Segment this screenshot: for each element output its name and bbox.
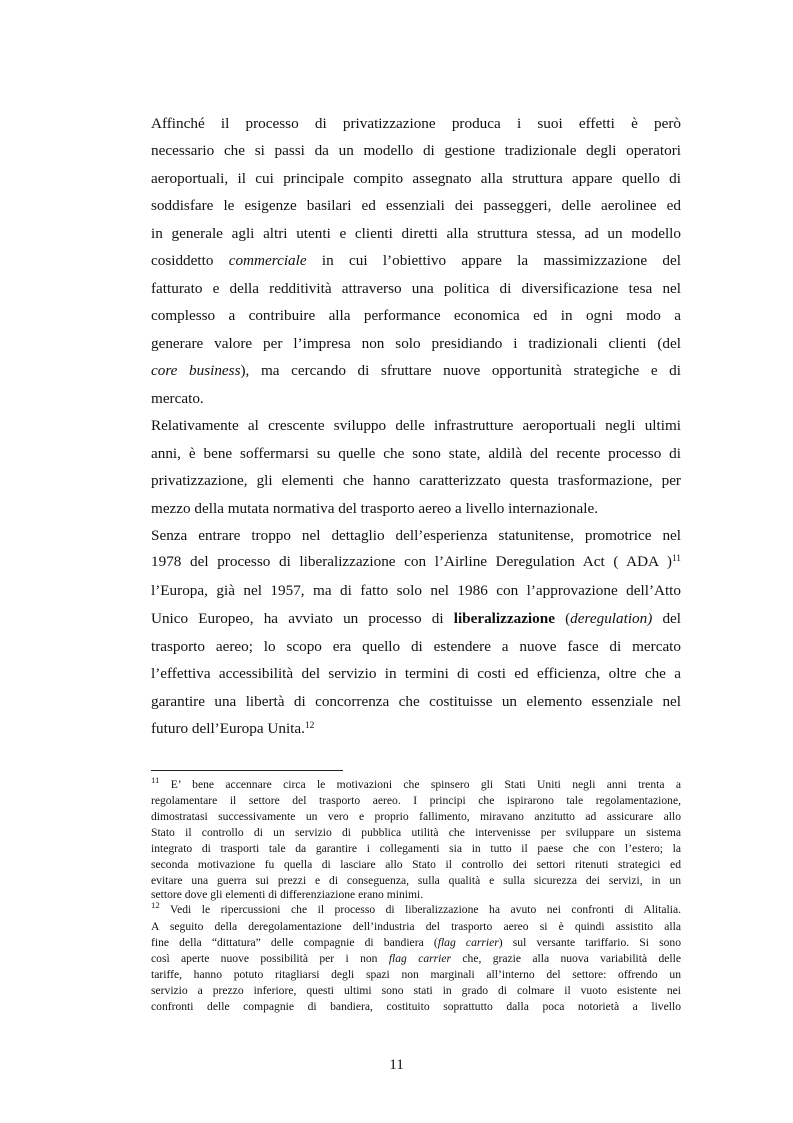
footnote-line: così aperte nuove possibilità per i non flag carrier che, grazie alla nuova variabilità delle <box>151 952 682 965</box>
text-line: Affinché il processo di privatizzazione produca i suoi effetti è però <box>151 115 681 132</box>
footnote-line: fine della “dittatura” delle compagnie di bandiera (flag carrier) sul versante tariffario. Si sono <box>151 936 682 949</box>
text-line: anni, è bene soffermarsi su quelle che sono state, aldilà del recente processo di <box>151 445 681 462</box>
text-line: in generale agli altri utenti e clienti diretti alla struttura stessa, ad un modello <box>151 225 681 242</box>
footnote-line: confronti delle compagnie di bandiera, costituito soprattutto dalla poca notorietà a livello <box>151 1000 681 1013</box>
text-line: core business), ma cercando di sfruttare nuove opportunità strategiche e di <box>151 362 681 379</box>
footnote-separator <box>151 770 343 771</box>
page-number: 11 <box>389 1056 404 1073</box>
text-line: Unico Europeo, ha avviato un processo di liberalizzazione (deregulation) del <box>151 610 682 627</box>
footnote-line: integrato di trasporti tale da garantire i collegamenti sia in tutto il paese che con l’estero; la <box>151 842 681 855</box>
text-line: fatturato e della redditività attraverso una politica di diversificazione tesa nel <box>151 280 681 297</box>
text-line: Relativamente al crescente sviluppo delle infrastrutture aeroportuali negli ultimi <box>151 417 681 434</box>
footnote-line: Stato il controllo di un servizio di pubblica utilità che intervenisse per sviluppare un sistema <box>151 826 681 839</box>
italic-term-deregulation: deregulation) <box>570 610 653 627</box>
footnote-number: 12 <box>151 900 160 911</box>
text-line: privatizzazione, gli elementi che hanno caratterizzato questa trasformazione, per <box>151 472 681 489</box>
text-line: mezzo della mutata normativa del trasporto aereo a livello internazionale. <box>151 500 598 517</box>
text-line: cosiddetto commerciale in cui l’obiettivo appare la massimizzazione del <box>151 252 681 269</box>
text-line: complesso a contribuire alla performance economica ed in ogni modo a <box>151 307 681 324</box>
text-line: l’Europa, già nel 1957, ma di fatto solo nel 1986 con l’approvazione dell’Atto <box>151 582 681 599</box>
text-line: trasporto aereo; lo scopo era quello di estendere a nuove fasce di mercato <box>151 638 681 655</box>
text-line: l’effettiva accessibilità del servizio in termini di costi ed efficienza, oltre che a <box>151 665 681 682</box>
italic-term-commerciale: commerciale <box>228 252 307 269</box>
text-line: aeroportuali, il cui principale compito assegnato alla struttura appare quello di <box>151 170 681 187</box>
text-line: mercato. <box>151 390 204 407</box>
footnote-line: seconda motivazione fu quella di lasciare allo Stato il controllo dei settori ritenuti strategici ed <box>151 858 681 871</box>
footnote-line: dimostratasi successivamente un vero e proprio fallimento, miravano anzitutto ad assicurare allo <box>151 810 681 823</box>
footnote-line: A seguito della deregolamentazione dell’industria del trasporto aereo si è quindi assistito alla <box>151 920 681 933</box>
footnote-line: evitare una guerra sui prezzi e di conseguenza, sulla qualità e sulla sicurezza dei servizi, in un <box>151 874 681 887</box>
footnote-ref-11[interactable]: 11 <box>671 553 681 564</box>
text-line: necessario che si passi da un modello di gestione tradizionale degli operatori <box>151 142 681 159</box>
text-line: soddisfare le esigenze basilari ed essenziali dei passeggeri, delle aerolinee ed <box>151 197 681 214</box>
text-line: Senza entrare troppo nel dettaglio dell’esperienza statunitense, promotrice nel <box>151 527 681 544</box>
footnote-number: 11 <box>151 775 160 786</box>
text-line: 1978 del processo di liberalizzazione con l’Airline Deregulation Act ( ADA )$^{11}$ <box>151 553 681 570</box>
footnote-line: $^{12}$ Vedi le ripercussioni che il processo di liberalizzazione ha avuto nei confronti di Alitalia. <box>151 900 681 916</box>
footnote-line: $^{11}$ E’ bene accennare circa le motivazioni che spinsero gli Stati Uniti negli anni trenta a <box>151 775 681 791</box>
bold-term-liberalizzazione: liberalizzazione <box>453 610 555 627</box>
italic-term-core-business: core business <box>151 362 241 379</box>
text-line: futuro dell’Europa Unita.$^{12}$ <box>151 720 315 737</box>
italic-term-flag-carrier: flag carrier <box>388 952 452 965</box>
footnote-line: tariffe, hanno potuto ritagliarsi degli spazi non marginali all’interno del settore: offrendo un <box>151 968 681 981</box>
footnote-ref-12[interactable]: 12 <box>304 720 315 731</box>
footnote-line: servizio a prezzo inferiore, questi ultimi sono stati in grado di colmare il vuoto esistente nei <box>151 984 681 997</box>
text-line: garantire una libertà di concorrenza che costituisse un elemento essenziale nel <box>151 693 681 710</box>
text-line: generare valore per l’impresa non solo presidiando i tradizionali clienti (del <box>151 335 681 352</box>
footnote-line: regolamentare il settore del trasporto aereo. I principi che ispirarono tale regolamentazione, <box>151 794 681 807</box>
italic-term-flag-carrier: flag carrier <box>437 936 499 949</box>
footnote-line: settore dove gli elementi di differenziazione erano minimi. <box>151 888 424 901</box>
